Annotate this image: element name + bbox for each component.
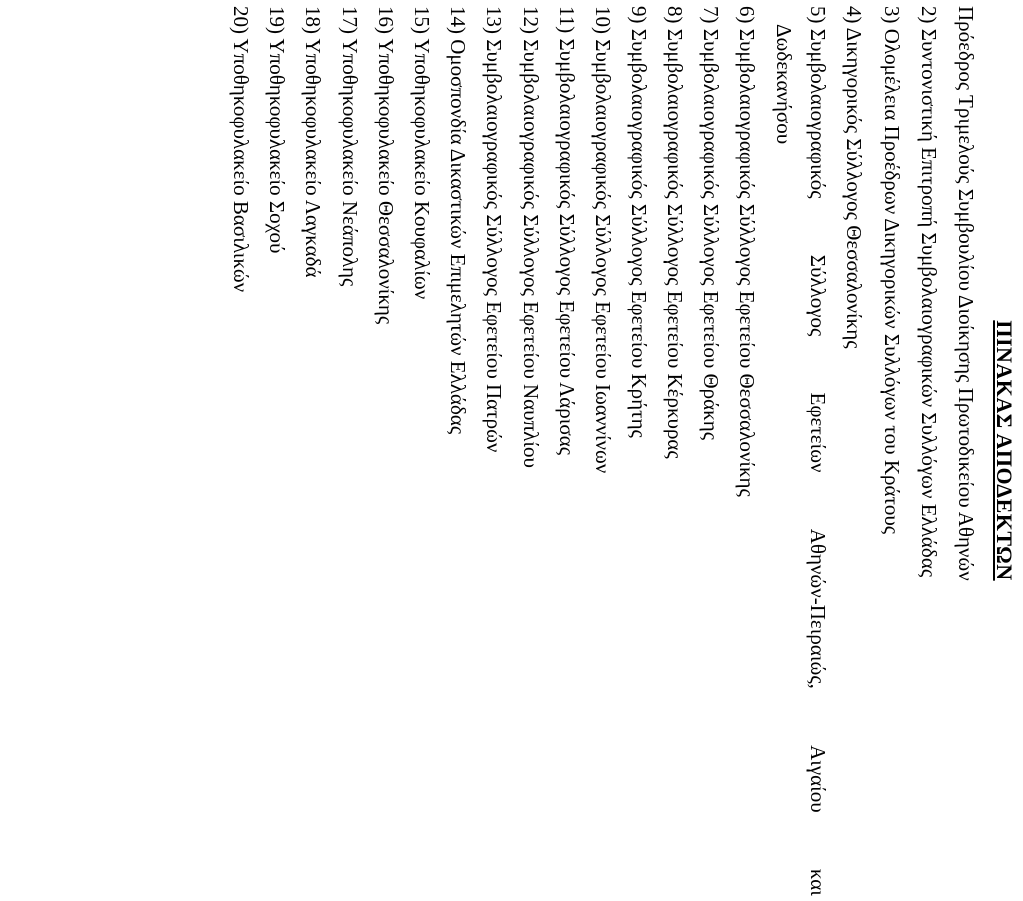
list-item: 3) Ολομέλεια Προέδρων Δικηγορικών Συλλόγων του Κράτους — [880, 6, 904, 535]
text-part: και — [806, 868, 830, 896]
list-item: 16) Υποθηκοφυλακείο Θεσσαλονίκης — [374, 6, 398, 325]
list-item: 20) Υποθηκοφυλακείο Βασιλικών — [229, 6, 253, 293]
list-item: 12) Συμβολαιογραφικός Σύλλογος Εφετείου Ναυπλίου — [519, 6, 543, 468]
text-part: Αθηνών-Πειραιώς, — [806, 528, 830, 689]
list-item: 13) Συμβολαιογραφικός Σύλλογος Εφετείου Πατρών — [482, 6, 506, 453]
list-item: 10) Συμβολαιογραφικός Σύλλογος Εφετείου Ιωαννίνων — [591, 6, 615, 474]
text-part: Αιγαίου — [806, 745, 830, 813]
list-item: 15) Υποθηκοφυλακείο Κουφαλίων — [410, 6, 434, 300]
list-item: 4) Δικηγορικός Σύλλογος Θεσσαλονίκης — [842, 6, 866, 349]
list-item: 2) Συντονιστική Επιτροπή Συμβολαιογραφικών Συλλόγων Ελλάδας — [917, 6, 941, 578]
text-part: Σύλλογος — [806, 254, 830, 337]
list-item: 7) Συμβολαιογραφικός Σύλλογος Εφετείου Θράκης — [699, 6, 723, 441]
list-item: 6) Συμβολαιογραφικός Σύλλογος Εφετείου Θεσσαλονίκης — [735, 6, 759, 497]
list-item-5 — [804, 6, 831, 896]
list-item: 14) Ομοσπονδία Δικαστικών Επιμελητών Ελλάδας — [446, 6, 470, 435]
page-title: ΠΙΝΑΚΑΣ ΑΠΟΔΕΚΤΩΝ — [992, 320, 1017, 581]
list-item: 18) Υποθηκοφυλακείο Λαγκαδά — [301, 6, 325, 278]
list-item: 8) Συμβολαιογραφικός Σύλλογος Εφετείου Κέρκυρας — [663, 6, 687, 459]
text-part: 5) Συμβολαιογραφικός — [806, 6, 830, 199]
list-item: 19) Υποθηκοφυλακείο Σοχού — [265, 6, 289, 254]
list-item-continuation: Δωδεκανήσου — [772, 24, 796, 145]
list-item: 11) Συμβολαιογραφικός Σύλλογος Εφετείου Λάρισας — [555, 6, 579, 456]
list-item: 17) Υποθηκοφυλακείο Νεάπολης — [338, 6, 362, 287]
list-item: Πρόεδρος Τριμελούς Συμβουλίου Διοίκησης Πρωτοδικείου Αθηνών — [954, 6, 978, 581]
list-item: 9) Συμβολαιογραφικός Σύλλογος Εφετείου Κρήτης — [627, 6, 651, 438]
text-part: Εφετείων — [806, 392, 830, 473]
